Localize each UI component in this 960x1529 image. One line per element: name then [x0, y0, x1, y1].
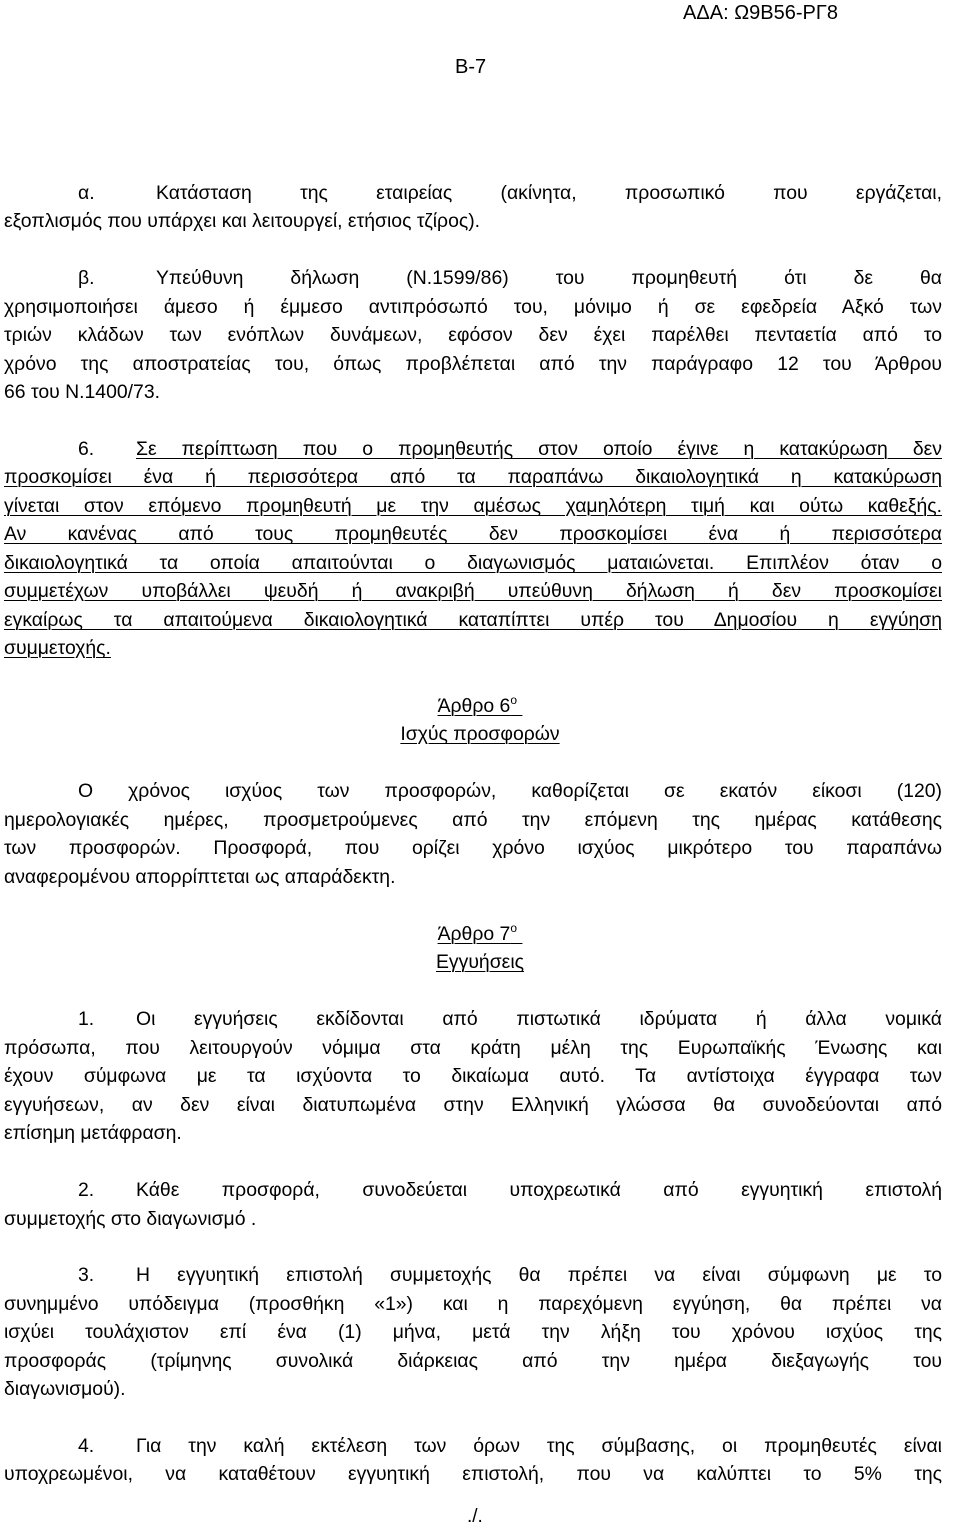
- article-6-title: Ισχύς προσφορών: [400, 723, 560, 745]
- para-6-line-4: Αν κανένας από τους προμηθευτές δεν προσκομίσει ένα ή περισσότερα: [4, 523, 942, 545]
- article-7-p3-marker: 3.: [78, 1264, 95, 1286]
- article-7-p3-line-2: συνημμένο υπόδειγμα (προσθήκη «1») και η παρεχόμενη εγγύηση, θα πρέπει να: [4, 1293, 942, 1315]
- para-6-line-2: προσκομίσει ένα ή περισσότερα από τα παραπάνω δικαιολογητικά η κατακύρωση: [4, 466, 942, 488]
- article-7-heading: Άρθρο $7^o$: [437, 921, 518, 945]
- section-a-marker: α.: [78, 182, 95, 204]
- article-7-p1-marker: 1.: [78, 1008, 95, 1030]
- section-b-line-3: τριών κλάδων των ενόπλων δυνάμεων, εφόσον δεν έχει παρέλθει πενταετία από το: [4, 324, 942, 346]
- section-b-line-4: χρόνο της αποστρατείας του, όπως προβλέπεται από την παράγραφο 12 του Άρθρου: [4, 353, 942, 375]
- article-7-p1-line-3: έχουν σύμφωνα με τα ισχύοντα το δικαίωμα αυτό. Τα αντίστοιχα έγγραφα των: [4, 1065, 942, 1087]
- article-7-p1-line-4: εγγυήσεων, αν δεν είναι διατυπωμένα στην Ελληνική γλώσσα θα συνοδεύονται από: [4, 1094, 942, 1116]
- section-b-line-5: 66 του Ν.1400/73.: [4, 381, 160, 403]
- ada-code: ΑΔΑ: Ω9Β56-ΡΓ8: [683, 2, 838, 24]
- article-6-line-4: αναφερομένου απορρίπτεται ως απαράδεκτη.: [4, 866, 396, 888]
- para-6-line-5: δικαιολογητικά τα οποία απαιτούνται ο διαγωνισμός ματαιώνεται. Επιπλέον όταν ο: [4, 552, 942, 574]
- article-7-p2-line-1: 2. Κάθε προσφορά, συνοδεύεται υποχρεωτικά από εγγυητική επιστολή: [4, 1176, 942, 1204]
- article-7-p2-line-2: συμμετοχής στο διαγωνισμό .: [4, 1208, 257, 1230]
- section-a-line-1: α. Κατάσταση της εταιρείας (ακίνητα, προσωπικό που εργάζεται,: [4, 179, 942, 207]
- continuation-mark: ./.: [467, 1506, 483, 1527]
- article-7-p3-line-5: διαγωνισμού).: [4, 1378, 126, 1400]
- article-7-p4-marker: 4.: [78, 1435, 95, 1457]
- article-6-heading: Άρθρο $6^o$: [437, 693, 518, 717]
- page-number: Β-7: [455, 56, 487, 78]
- article-6-line-2: ημερολογιακές ημέρες, προσμετρούμενες από την επόμενη της ημέρας κατάθεσης: [4, 809, 942, 831]
- article-7-p2-marker: 2.: [78, 1179, 95, 1201]
- section-a-line-2: εξοπλισμός που υπάρχει και λειτουργεί, ετήσιος τζίρος).: [4, 210, 481, 232]
- article-7-p3-line-4: προσφοράς (τρίμηνης συνολικά διάρκειας από την ημέρα διεξαγωγής του: [4, 1350, 942, 1372]
- para-6-line-3: γίνεται στον επόμενο προμηθευτή με την αμέσως χαμηλότερη τιμή και ούτω καθεξής.: [4, 495, 942, 517]
- section-b-line-1: β. Υπεύθυνη δήλωση (Ν.1599/86) του προμηθευτή ότι δε θα: [4, 264, 942, 292]
- section-b-marker: β.: [78, 267, 95, 289]
- para-6-line-8: συμμετοχής.: [4, 637, 111, 659]
- article-7-title: Εγγυήσεις: [436, 951, 524, 973]
- article-6-line-3: των προσφορών. Προσφορά, που ορίζει χρόνο ισχύος μικρότερο του παραπάνω: [4, 837, 942, 859]
- section-b-line-2: χρησιμοποιήσει άμεσο ή έμμεσο αντιπρόσωπό του, μόνιμο ή σε εφεδρεία Αξκό των: [4, 296, 942, 318]
- para-6-line-6: συμμετέχων υποβάλλει ψευδή ή ανακριβή υπεύθυνη δήλωση ή δεν προσκομίσει: [4, 580, 942, 602]
- para-6-line-7: εγκαίρως τα απαιτούμενα δικαιολογητικά καταπίπτει υπέρ του Δημοσίου η εγγύηση: [4, 609, 942, 631]
- article-6-line-1: Ο χρόνος ισχύος των προσφορών, καθορίζεται σε εκατόν είκοσι (120): [78, 780, 942, 802]
- article-7-p1-line-1: 1. Οι εγγυήσεις εκδίδονται από πιστωτικά ιδρύματα ή άλλα νομικά: [4, 1005, 942, 1033]
- article-7-p4-line-2: υποχρεωμένοι, να καταθέτουν εγγυητική επιστολή, που να καλύπτει το 5% της: [4, 1463, 942, 1485]
- article-7-p1-line-5: επίσημη μετάφραση.: [4, 1122, 182, 1144]
- article-7-p3-line-3: ισχύει τουλάχιστον επί ένα (1) μήνα, μετά την λήξη του χρόνου ισχύος της: [4, 1321, 942, 1343]
- para-6-line-1: 6. Σε περίπτωση που ο προμηθευτής στον οποίο έγινε η κατακύρωση δεν: [4, 435, 942, 463]
- para-6-marker: 6.: [78, 438, 95, 460]
- article-7-p1-line-2: πρόσωπα, που λειτουργούν νόμιμα στα κράτη μέλη της Ευρωπαϊκής Ένωσης και: [4, 1037, 942, 1059]
- article-7-p4-line-1: 4. Για την καλή εκτέλεση των όρων της σύμβασης, οι προμηθευτές είναι: [4, 1432, 942, 1460]
- article-7-p3-line-1: 3. Η εγγυητική επιστολή συμμετοχής θα πρέπει να είναι σύμφωνη με το: [4, 1261, 942, 1289]
